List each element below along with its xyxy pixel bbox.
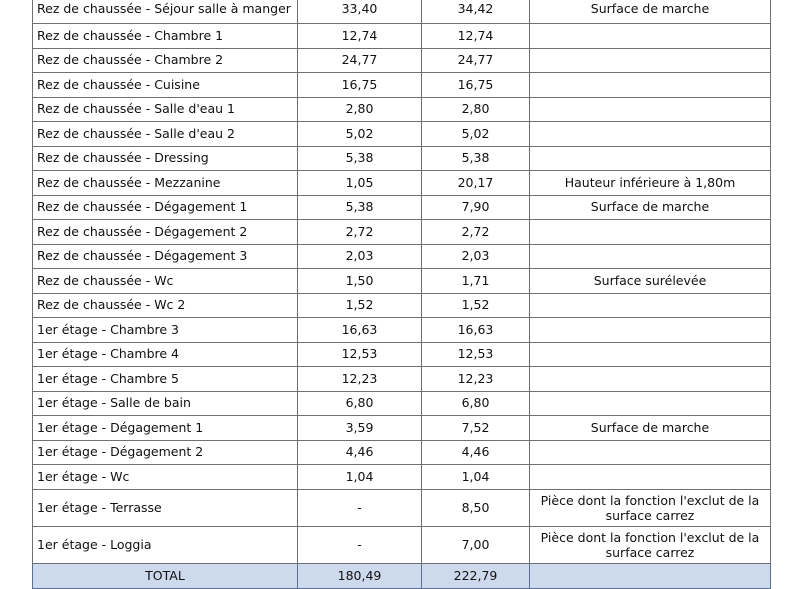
table-row: [33, 269, 771, 294]
room-name-cell: 1er étage - Dégagement 1: [33, 416, 298, 441]
carrez-area-cell: 1,50: [298, 269, 422, 294]
table-row: [33, 146, 771, 171]
room-name-cell: 1er étage - Chambre 4: [33, 342, 298, 367]
room-name-cell: Rez de chaussée - Salle d'eau 2: [33, 122, 298, 147]
total-area-cell: 6,80: [422, 391, 530, 416]
remark-cell: Pièce dont la fonction l'exclut de la surface carrez: [530, 526, 771, 563]
carrez-area-cell: 12,23: [298, 367, 422, 392]
room-name-cell: Rez de chaussée - Salle d'eau 1: [33, 97, 298, 122]
room-name-cell: 1er étage - Chambre 5: [33, 367, 298, 392]
remark-cell: [530, 440, 771, 465]
room-name-cell: Rez de chaussée - Mezzanine: [33, 171, 298, 196]
carrez-area-cell: 1,52: [298, 293, 422, 318]
table-row: [33, 195, 771, 220]
table-row: [33, 489, 771, 526]
table-row: [33, 367, 771, 392]
room-name-cell: 1er étage - Wc: [33, 465, 298, 490]
room-name-cell: Rez de chaussée - Chambre 1: [33, 24, 298, 49]
total-area-cell: 12,23: [422, 367, 530, 392]
carrez-area-cell: 3,59: [298, 416, 422, 441]
carrez-area-cell: 1,05: [298, 171, 422, 196]
total-surface-value: 222,79: [422, 563, 530, 588]
room-name-cell: 1er étage - Loggia: [33, 526, 298, 563]
total-area-cell: 4,46: [422, 440, 530, 465]
total-area-cell: 12,53: [422, 342, 530, 367]
total-area-cell: 34,42: [422, 0, 530, 24]
table-row: [33, 244, 771, 269]
remark-cell: Surface de marche: [530, 416, 771, 441]
room-name-cell: 1er étage - Chambre 3: [33, 318, 298, 343]
carrez-area-cell: 12,74: [298, 24, 422, 49]
remark-cell: [530, 391, 771, 416]
table-row: [33, 526, 771, 563]
table-row: [33, 220, 771, 245]
remark-cell: [530, 318, 771, 343]
total-label: TOTAL: [33, 563, 298, 588]
total-area-cell: 5,38: [422, 146, 530, 171]
room-name-cell: Rez de chaussée - Wc: [33, 269, 298, 294]
total-area-cell: 2,72: [422, 220, 530, 245]
carrez-area-cell: 5,38: [298, 146, 422, 171]
table-row: [33, 0, 771, 24]
total-area-cell: 1,71: [422, 269, 530, 294]
table-row: [33, 24, 771, 49]
table-row: [33, 318, 771, 343]
room-name-cell: 1er étage - Salle de bain: [33, 391, 298, 416]
total-area-cell: 20,17: [422, 171, 530, 196]
total-area-cell: 1,04: [422, 465, 530, 490]
carrez-area-cell: 24,77: [298, 48, 422, 73]
remark-cell: [530, 48, 771, 73]
remark-cell: [530, 465, 771, 490]
total-area-cell: 16,63: [422, 318, 530, 343]
remark-cell: [530, 24, 771, 49]
carrez-area-cell: 2,80: [298, 97, 422, 122]
remark-cell: [530, 244, 771, 269]
remark-cell: [530, 342, 771, 367]
remark-cell: Pièce dont la fonction l'exclut de la surface carrez: [530, 489, 771, 526]
room-name-cell: Rez de chaussée - Wc 2: [33, 293, 298, 318]
remark-cell: Surface surélevée: [530, 269, 771, 294]
total-area-cell: 2,03: [422, 244, 530, 269]
carrez-area-cell: 16,63: [298, 318, 422, 343]
total-area-cell: 24,77: [422, 48, 530, 73]
total-area-cell: 16,75: [422, 73, 530, 98]
table-row: [33, 440, 771, 465]
surface-table: [32, 0, 771, 589]
table-row: [33, 97, 771, 122]
table-row: [33, 171, 771, 196]
room-name-cell: Rez de chaussée - Chambre 2: [33, 48, 298, 73]
total-remark-cell: [530, 563, 771, 588]
total-area-cell: 7,52: [422, 416, 530, 441]
room-name-cell: Rez de chaussée - Dégagement 2: [33, 220, 298, 245]
table-row: [33, 48, 771, 73]
carrez-area-cell: 1,04: [298, 465, 422, 490]
table-row: [33, 465, 771, 490]
table-row: [33, 73, 771, 98]
room-name-cell: Rez de chaussée - Dégagement 3: [33, 244, 298, 269]
room-name-cell: Rez de chaussée - Dressing: [33, 146, 298, 171]
table-row: [33, 416, 771, 441]
table-row: [33, 122, 771, 147]
carrez-area-cell: 2,03: [298, 244, 422, 269]
total-area-cell: 5,02: [422, 122, 530, 147]
total-area-cell: 2,80: [422, 97, 530, 122]
room-name-cell: 1er étage - Terrasse: [33, 489, 298, 526]
total-area-cell: 8,50: [422, 489, 530, 526]
room-name-cell: Rez de chaussée - Cuisine: [33, 73, 298, 98]
carrez-area-cell: 4,46: [298, 440, 422, 465]
remark-cell: [530, 220, 771, 245]
total-carrez-value: 180,49: [298, 563, 422, 588]
carrez-area-cell: 5,02: [298, 122, 422, 147]
carrez-area-cell: 2,72: [298, 220, 422, 245]
carrez-area-cell: 16,75: [298, 73, 422, 98]
carrez-area-cell: 33,40: [298, 0, 422, 24]
total-area-cell: 12,74: [422, 24, 530, 49]
carrez-area-cell: 6,80: [298, 391, 422, 416]
room-name-cell: Rez de chaussée - Dégagement 1: [33, 195, 298, 220]
carrez-area-cell: 12,53: [298, 342, 422, 367]
room-name-cell: 1er étage - Dégagement 2: [33, 440, 298, 465]
remark-cell: [530, 122, 771, 147]
table-row: [33, 293, 771, 318]
room-name-cell: Rez de chaussée - Séjour salle à manger: [33, 0, 298, 24]
carrez-area-cell: 5,38: [298, 195, 422, 220]
total-area-cell: 1,52: [422, 293, 530, 318]
remark-cell: [530, 367, 771, 392]
carrez-area-cell: -: [298, 526, 422, 563]
carrez-area-cell: -: [298, 489, 422, 526]
table-row: [33, 342, 771, 367]
remark-cell: [530, 146, 771, 171]
total-row: [33, 563, 771, 588]
surface-table-body: [33, 0, 771, 588]
table-row: [33, 391, 771, 416]
remark-cell: [530, 293, 771, 318]
surface-table-sheet: [32, 0, 770, 589]
remark-cell: [530, 97, 771, 122]
total-area-cell: 7,00: [422, 526, 530, 563]
total-area-cell: 7,90: [422, 195, 530, 220]
remark-cell: [530, 73, 771, 98]
remark-cell: Surface de marche: [530, 195, 771, 220]
remark-cell: Surface de marche: [530, 0, 771, 24]
remark-cell: Hauteur inférieure à 1,80m: [530, 171, 771, 196]
